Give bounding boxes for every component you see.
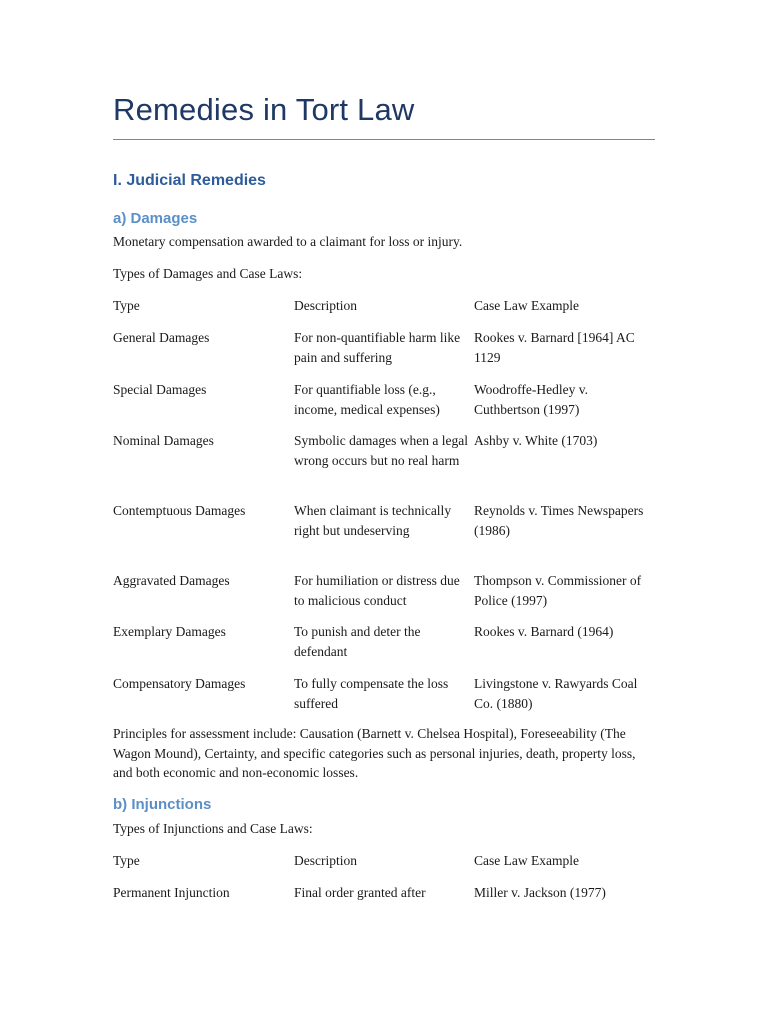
cell-case-law: Thompson v. Commissioner of Police (1997)	[474, 573, 642, 608]
cell-case-law: Rookes v. Barnard (1964)	[474, 624, 614, 639]
column-header-description: Description	[294, 298, 357, 313]
column-header-type: Type	[113, 853, 140, 868]
cell-description: For humiliation or distress due to malicious conduct	[294, 573, 460, 608]
cell-type: Aggravated Damages	[113, 573, 230, 588]
title-underline	[113, 139, 655, 140]
cell-type: General Damages	[113, 330, 210, 345]
cell-case-law: Ashby v. White (1703)	[474, 433, 598, 448]
cell-type: Permanent Injunction	[113, 885, 230, 900]
cell-description: To fully compensate the loss suffered	[294, 676, 449, 711]
cell-description: Symbolic damages when a legal wrong occurs but no real harm	[294, 433, 468, 468]
cell-type: Special Damages	[113, 382, 207, 397]
cell-type: Exemplary Damages	[113, 624, 226, 639]
cell-case-law: Livingstone v. Rawyards Coal Co. (1880)	[474, 676, 638, 711]
subheading-injunctions: b) Injunctions	[113, 796, 212, 813]
cell-description: When claimant is technically right but undeserving	[294, 503, 452, 538]
cell-description: For quantifiable loss (e.g., income, medical expenses)	[294, 382, 440, 417]
damages-intro: Monetary compensation awarded to a claimant for loss or injury.	[113, 234, 463, 249]
cell-description: Final order granted after	[294, 885, 426, 900]
cell-type: Contemptuous Damages	[113, 503, 246, 518]
subheading-damages: a) Damages	[113, 210, 198, 227]
column-header-type: Type	[113, 298, 140, 313]
damages-principles: Principles for assessment include: Causation (Barnett v. Chelsea Hospital), Foreseeability (The Wagon Mound), Certainty, and specific categories such as personal injuries, death, property loss, and both economic and non-economic losses.	[113, 726, 636, 780]
section-heading-judicial-remedies: I. Judicial Remedies	[113, 172, 266, 189]
column-header-description: Description	[294, 853, 357, 868]
cell-description: To punish and deter the defendant	[294, 624, 421, 659]
cell-description: For non-quantifiable harm like pain and suffering	[294, 330, 461, 365]
cell-case-law: Miller v. Jackson (1977)	[474, 885, 606, 900]
cell-case-law: Reynolds v. Times Newspapers (1986)	[474, 503, 644, 538]
cell-case-law: Rookes v. Barnard [1964] AC 1129	[474, 330, 635, 365]
injunctions-table-caption: Types of Injunctions and Case Laws:	[113, 821, 313, 836]
cell-case-law: Woodroffe-Hedley v. Cuthbertson (1997)	[474, 382, 588, 417]
column-header-case-law: Case Law Example	[474, 853, 579, 868]
cell-type: Nominal Damages	[113, 433, 214, 448]
column-header-case-law: Case Law Example	[474, 298, 579, 313]
damages-table-caption: Types of Damages and Case Laws:	[113, 266, 303, 281]
document-title: Remedies in Tort Law	[113, 92, 415, 127]
cell-type: Compensatory Damages	[113, 676, 246, 691]
